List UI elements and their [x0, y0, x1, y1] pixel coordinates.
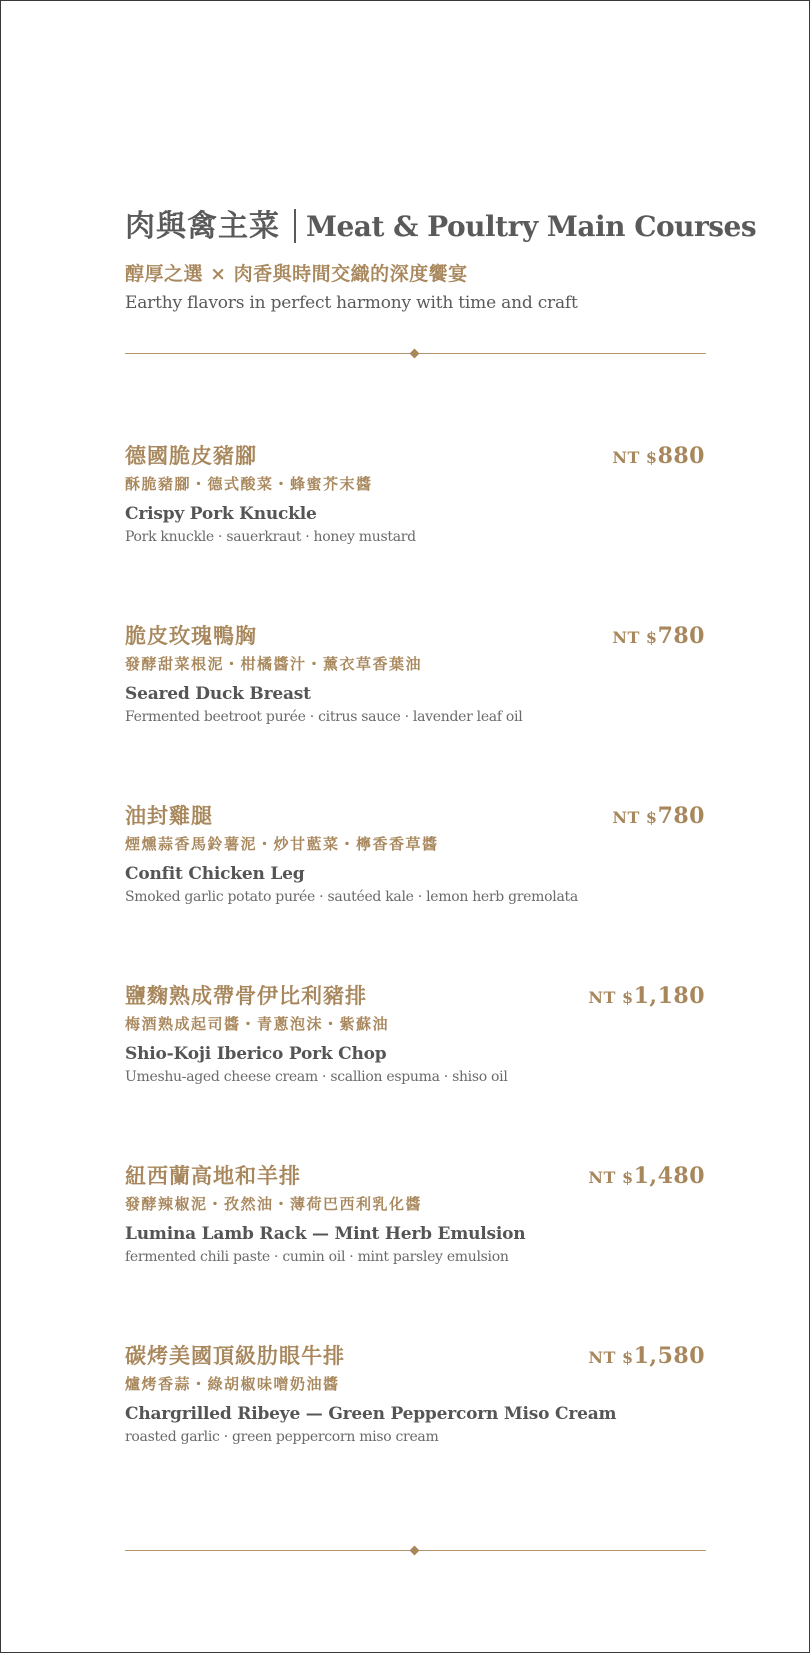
dish-name-en: Crispy Pork Knuckle: [125, 504, 317, 524]
price-currency: NT $: [588, 1348, 634, 1367]
menu-item: [125, 441, 705, 547]
price-currency: NT $: [588, 988, 634, 1007]
dish-name-en: Seared Duck Breast: [125, 684, 311, 704]
dish-name-zh: 脆皮玫瑰鴨胸: [125, 623, 257, 648]
menu-header: [125, 203, 757, 315]
subtitle-zh: 醇厚之選 × 肉香與時間交織的深度饗宴: [125, 263, 468, 285]
menu-item: [125, 621, 705, 727]
title-separator: [294, 209, 296, 243]
price-amount: 780: [657, 623, 705, 649]
dish-name-en: Shio-Koji Iberico Pork Chop: [125, 1044, 387, 1064]
dish-price: [588, 981, 705, 1013]
dish-description-en: Pork knuckle · sauerkraut · honey mustard: [125, 529, 416, 545]
price-amount: 780: [657, 803, 705, 829]
dish-description-zh: 煙燻蒜香馬鈴薯泥・炒甘藍菜・檸香香草醬: [125, 835, 439, 853]
price-currency: NT $: [588, 1168, 634, 1187]
dish-description-zh: 爐烤香蒜・綠胡椒味噌奶油醬: [125, 1375, 340, 1393]
dish-price: [612, 801, 705, 833]
dish-description-zh: 酥脆豬腳・德式酸菜・蜂蜜芥末醬: [125, 475, 373, 493]
dish-name-zh: 紐西蘭高地和羊排: [125, 1163, 301, 1188]
dish-description-en: fermented chili paste · cumin oil · mint parsley emulsion: [125, 1249, 509, 1265]
price-amount: 1,580: [633, 1343, 705, 1369]
menu-item: [125, 1161, 705, 1267]
dish-price: [612, 441, 705, 473]
price-amount: 1,180: [633, 983, 705, 1009]
dish-name-en: Lumina Lamb Rack — Mint Herb Emulsion: [125, 1224, 526, 1244]
dish-description-en: roasted garlic · green peppercorn miso cream: [125, 1429, 439, 1445]
title-zh: 肉與禽主菜: [125, 209, 280, 244]
dish-description-en: Fermented beetroot purée · citrus sauce · lavender leaf oil: [125, 709, 523, 725]
price-amount: 1,480: [633, 1163, 705, 1189]
dish-price: [588, 1341, 705, 1373]
dish-description-zh: 發酵甜菜根泥・柑橘醬汁・薰衣草香葉油: [125, 655, 423, 673]
dish-description-en: Smoked garlic potato purée · sautéed kale · lemon herb gremolata: [125, 889, 578, 905]
dish-description-zh: 梅酒熟成起司醬・青蔥泡沫・紫蘇油: [125, 1015, 390, 1033]
menu-item: [125, 801, 705, 907]
bottom-divider: [125, 1546, 706, 1556]
dish-name-zh: 碳烤美國頂級肋眼牛排: [125, 1343, 345, 1368]
dish-name-zh: 油封雞腿: [125, 803, 213, 828]
menu-item: [125, 981, 705, 1087]
dish-name-en: Chargrilled Ribeye — Green Peppercorn Miso Cream: [125, 1404, 617, 1424]
diamond-ornament-icon: [410, 349, 420, 359]
price-currency: NT $: [612, 448, 658, 467]
dish-description-en: Umeshu-aged cheese cream · scallion espuma · shiso oil: [125, 1069, 508, 1085]
subtitle-en: Earthy flavors in perfect harmony with time and craft: [125, 293, 578, 313]
dish-description-zh: 發酵辣椒泥・孜然油・薄荷巴西利乳化醬: [125, 1195, 423, 1213]
dish-name-zh: 鹽麴熟成帶骨伊比利豬排: [125, 983, 367, 1008]
title-en: Meat & Poultry Main Courses: [306, 210, 757, 243]
menu-item: [125, 1341, 705, 1447]
dish-name-en: Confit Chicken Leg: [125, 864, 305, 884]
price-currency: NT $: [612, 628, 658, 647]
dish-price: [612, 621, 705, 653]
price-currency: NT $: [612, 808, 658, 827]
price-amount: 880: [657, 443, 705, 469]
diamond-ornament-icon: [410, 1546, 420, 1556]
page-title: [125, 203, 757, 251]
dish-price: [588, 1161, 705, 1193]
dish-name-zh: 德國脆皮豬腳: [125, 443, 257, 468]
top-divider: [125, 349, 706, 359]
